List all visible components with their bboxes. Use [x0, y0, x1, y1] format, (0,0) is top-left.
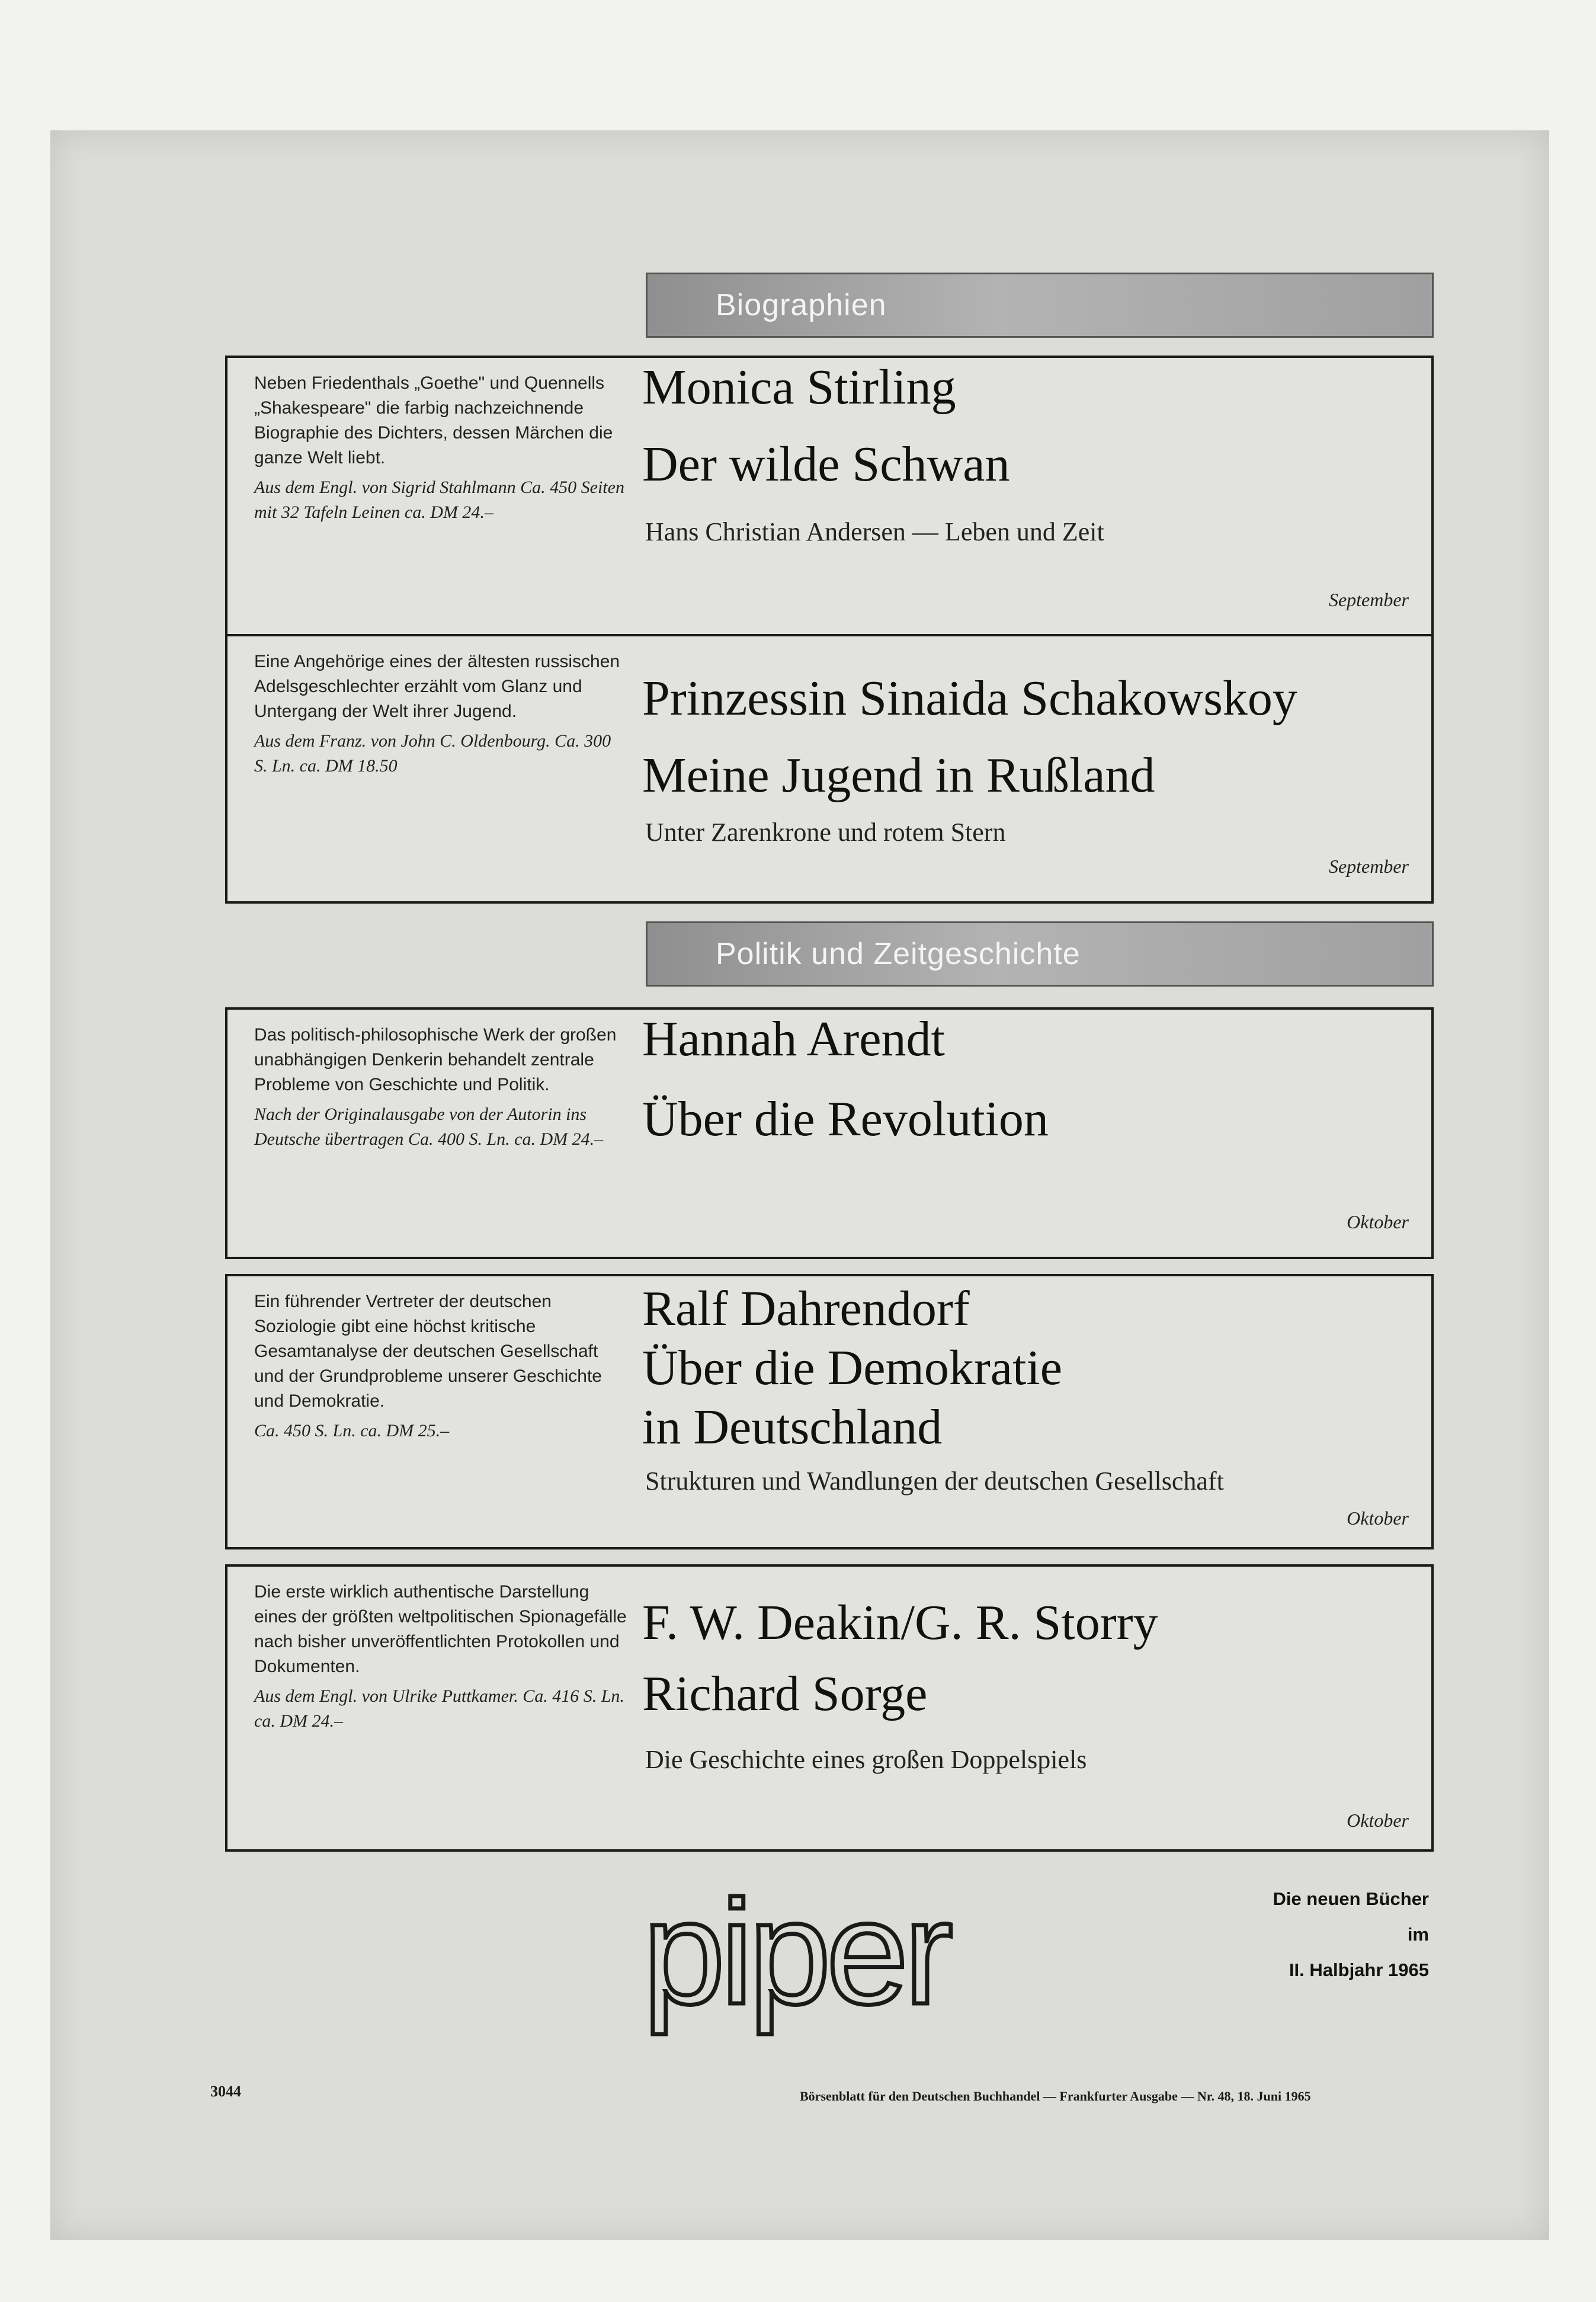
- book-author: Ralf Dahrendorf: [642, 1281, 970, 1336]
- book-entry: [225, 634, 1434, 904]
- book-meta: Aus dem Franz. von John C. Oldenbourg. Ca. 300 S. Ln. ca. DM 18.50: [254, 731, 611, 776]
- book-author: F. W. Deakin/G. R. Storry: [642, 1595, 1158, 1650]
- publisher-logo: piper: [643, 1869, 948, 2035]
- book-blurb: [254, 1023, 627, 1152]
- blurb-text: Neben Friedenthals „Goethe" und Quennells „Shakespeare" die farbig nachzeichnende Biographie des Dichters, dessen Märchen die ganze Welt liebt.: [254, 373, 613, 468]
- book-subtitle: Hans Christian Andersen — Leben und Zeit: [645, 517, 1104, 546]
- book-author: Hannah Arendt: [642, 1011, 945, 1067]
- book-title: Über die Revolution: [642, 1091, 1049, 1147]
- book-blurb: [254, 371, 627, 525]
- book-blurb: [254, 649, 627, 779]
- publisher-tagline: [1273, 1881, 1429, 1988]
- book-entry: [225, 1564, 1434, 1852]
- book-author: Monica Stirling: [642, 360, 956, 415]
- section-header-politik: [646, 921, 1434, 987]
- book-author: Prinzessin Sinaida Schakowskoy: [642, 671, 1297, 726]
- book-subtitle: Strukturen und Wandlungen der deutschen Gesellschaft: [645, 1467, 1224, 1496]
- release-month: Oktober: [1347, 1507, 1409, 1529]
- section-label: Biographien: [716, 288, 887, 322]
- section-label: Politik und Zeitgeschichte: [716, 937, 1081, 971]
- book-title: Über die Demokratie: [642, 1340, 1063, 1395]
- book-meta: Ca. 450 S. Ln. ca. DM 25.–: [254, 1421, 450, 1440]
- book-title: Richard Sorge: [642, 1666, 928, 1721]
- tagline-line-1: Die neuen Bücher: [1273, 1888, 1429, 1909]
- page-number: 3044: [210, 2083, 241, 2100]
- release-month: September: [1328, 856, 1409, 877]
- book-blurb: [254, 1580, 627, 1734]
- release-month: September: [1328, 589, 1409, 610]
- book-blurb: [254, 1289, 627, 1443]
- book-meta: Aus dem Engl. von Ulrike Puttkamer. Ca. 416 S. Ln. ca. DM 24.–: [254, 1686, 624, 1731]
- book-title: Der wilde Schwan: [642, 437, 1010, 492]
- section-header-biographien: [646, 273, 1434, 338]
- book-title: Meine Jugend in Rußland: [642, 748, 1155, 803]
- blurb-text: Eine Angehörige eines der ältesten russischen Adelsgeschlechter erzählt vom Glanz und Untergang der Welt ihrer Jugend.: [254, 652, 620, 721]
- book-meta: Nach der Originalausgabe von der Autorin ins Deutsche übertragen Ca. 400 S. Ln. ca. DM 24.–: [254, 1104, 604, 1149]
- release-month: Oktober: [1347, 1810, 1409, 1831]
- book-subtitle: Unter Zarenkrone und rotem Stern: [645, 818, 1006, 847]
- book-title-line-2: in Deutschland: [642, 1400, 943, 1455]
- book-entry: [225, 356, 1434, 637]
- release-month: Oktober: [1347, 1211, 1409, 1232]
- blurb-text: Ein führender Vertreter der deutschen Soziologie gibt eine höchst kritische Gesamtanalyse der deutschen Gesellschaft und der Grundprobleme unserer Geschichte und Demokratie.: [254, 1292, 602, 1411]
- book-entry: [225, 1274, 1434, 1549]
- blurb-text: Das politisch-philosophische Werk der großen unabhängigen Denkerin behandelt zentrale Probleme von Geschichte und Politik.: [254, 1025, 617, 1094]
- tagline-line-2: im: [1407, 1924, 1429, 1945]
- book-subtitle: Die Geschichte eines großen Doppelspiels: [645, 1745, 1087, 1774]
- blurb-text: Die erste wirklich authentische Darstellung eines der größten weltpolitischen Spionagefälle nach bisher unveröffentlichten Protokollen und Dokumenten.: [254, 1582, 627, 1676]
- book-meta: Aus dem Engl. von Sigrid Stahlmann Ca. 450 Seiten mit 32 Tafeln Leinen ca. DM 24.–: [254, 478, 624, 522]
- tagline-line-3: II. Halbjahr 1965: [1289, 1960, 1429, 1980]
- book-entry: [225, 1007, 1434, 1259]
- footer-citation: Börsenblatt für den Deutschen Buchhandel — Frankfurter Ausgabe — Nr. 48, 18. Juni 1965: [800, 2089, 1311, 2104]
